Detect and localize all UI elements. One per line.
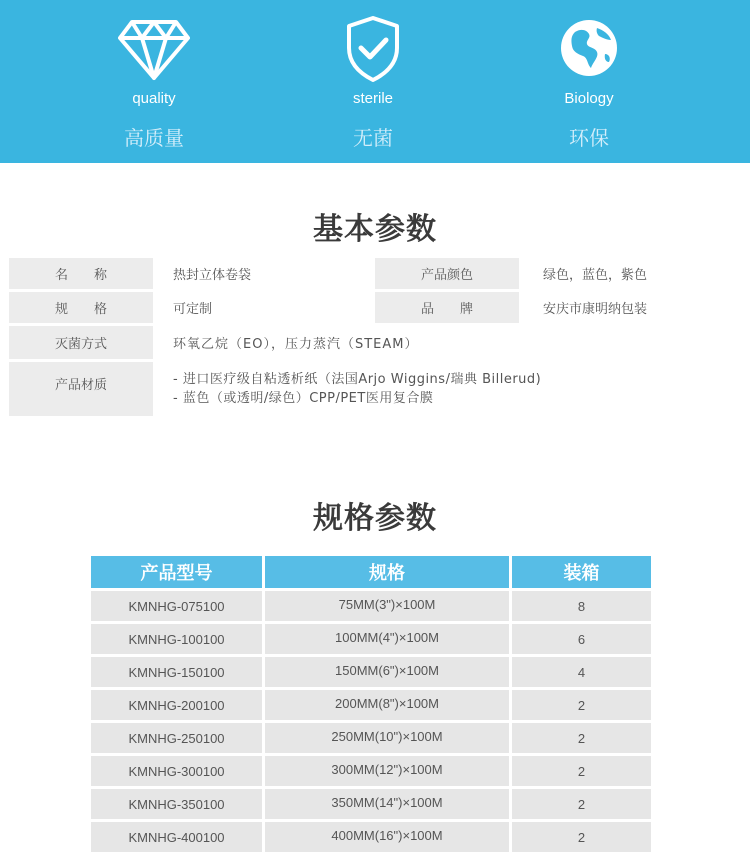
cell-model: KMNHG-250100 (91, 723, 262, 753)
param-value-brand: 安庆市康明纳包装 (521, 292, 738, 323)
cell-packing: 2 (512, 822, 651, 852)
column-header-spec: 规格 (265, 556, 509, 588)
cell-spec: 150MM(6")×100M (265, 657, 509, 687)
feature-label-zh: 高质量 (124, 126, 184, 150)
cell-spec: 300MM(12")×100M (265, 756, 509, 786)
feature-sterile (298, 0, 448, 163)
param-value-name: 热封立体卷袋 (155, 258, 373, 289)
cell-model: KMNHG-300100 (91, 756, 262, 786)
basic-params-title: 基本参数 (313, 212, 437, 247)
cell-spec: 250MM(10")×100M (265, 723, 509, 753)
param-label-sterilization: 灭菌方式 (9, 326, 153, 359)
feature-label-zh: 无菌 (353, 126, 393, 150)
feature-quality (79, 0, 229, 163)
cell-packing: 2 (512, 789, 651, 819)
cell-packing: 2 (512, 723, 651, 753)
cell-spec: 100MM(4")×100M (265, 624, 509, 654)
param-label-brand: 品 牌 (375, 292, 519, 323)
cell-packing: 6 (512, 624, 651, 654)
feature-label-en: Biology (564, 90, 614, 107)
column-header-model: 产品型号 (91, 556, 262, 588)
param-label-spec: 规 格 (9, 292, 153, 323)
param-value-sterilization: 环氧乙烷（EO），压力蒸汽（STEAM） (155, 326, 738, 359)
globe-icon (553, 14, 625, 82)
feature-banner (0, 0, 750, 163)
material-line: - 蓝色（或透明/绿色）CPP/PET医用复合膜 (173, 391, 434, 406)
material-line: - 进口医疗级自粘透析纸（法国Arjo Wiggins/瑞典 Billerud) (173, 372, 542, 387)
param-label-color: 产品颜色 (375, 258, 519, 289)
cell-packing: 8 (512, 591, 651, 621)
feature-label-en: quality (132, 90, 176, 107)
cell-packing: 2 (512, 756, 651, 786)
cell-spec: 200MM(8")×100M (265, 690, 509, 720)
param-value-spec: 可定制 (155, 292, 373, 323)
cell-packing: 2 (512, 690, 651, 720)
cell-packing: 4 (512, 657, 651, 687)
diamond-icon (118, 14, 190, 82)
cell-model: KMNHG-400100 (91, 822, 262, 852)
feature-biology (514, 0, 664, 163)
spec-params-title: 规格参数 (313, 501, 437, 536)
param-value-material (155, 362, 738, 416)
shield-check-icon (337, 14, 409, 82)
cell-spec: 400MM(16")×100M (265, 822, 509, 852)
param-label-name: 名 称 (9, 258, 153, 289)
cell-model: KMNHG-100100 (91, 624, 262, 654)
cell-spec: 75MM(3")×100M (265, 591, 509, 621)
param-value-color: 绿色，蓝色，紫色 (521, 258, 738, 289)
feature-label-zh: 环保 (569, 126, 609, 150)
param-label-material: 产品材质 (9, 362, 153, 416)
cell-model: KMNHG-200100 (91, 690, 262, 720)
cell-model: KMNHG-075100 (91, 591, 262, 621)
cell-model: KMNHG-150100 (91, 657, 262, 687)
column-header-packing: 装箱 (512, 556, 651, 588)
cell-model: KMNHG-350100 (91, 789, 262, 819)
cell-spec: 350MM(14")×100M (265, 789, 509, 819)
feature-label-en: sterile (352, 90, 393, 107)
